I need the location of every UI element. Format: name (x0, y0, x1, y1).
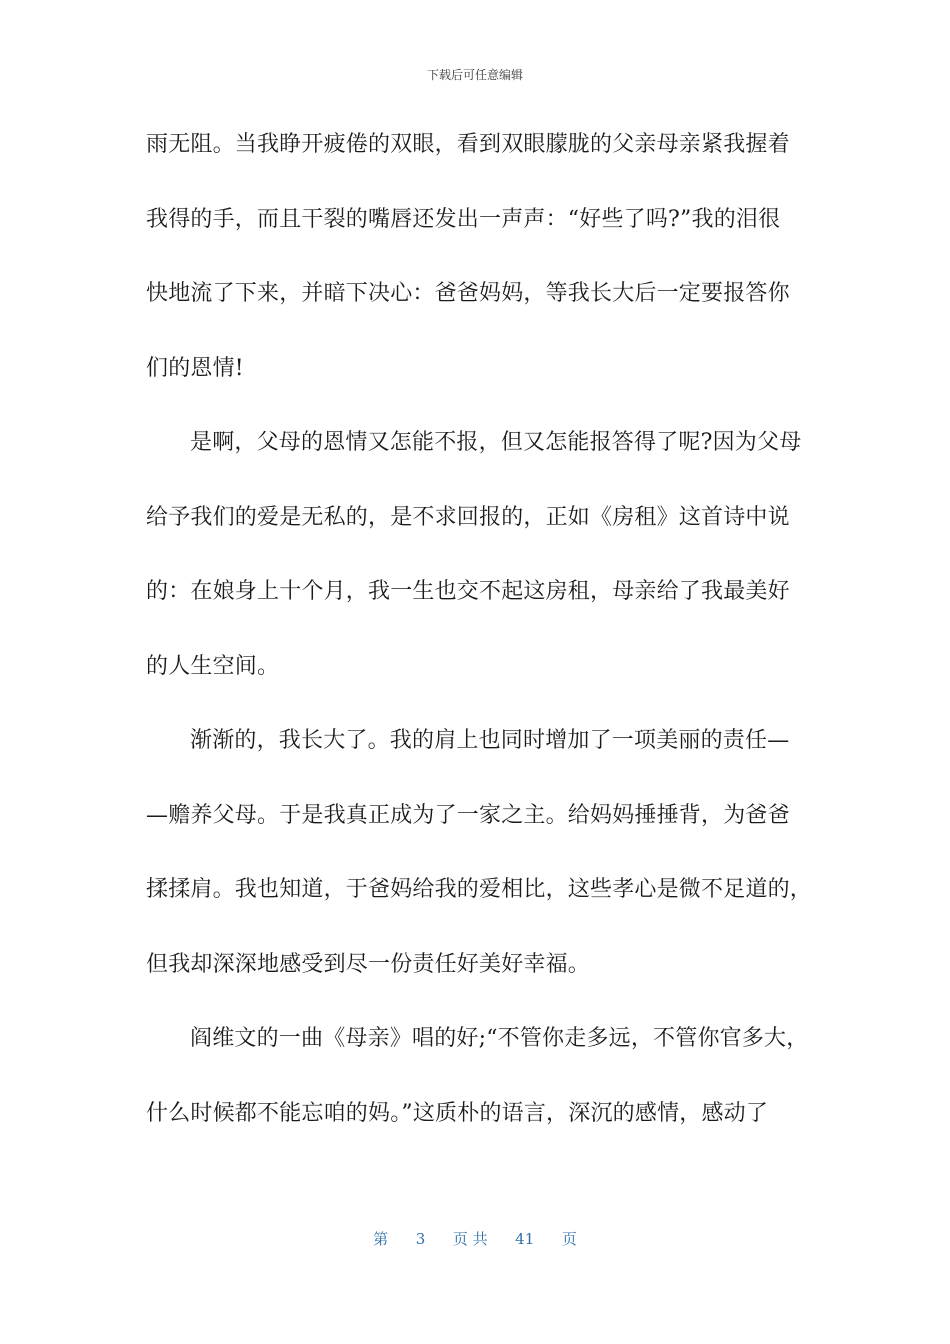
footer-middle: 页 共 (452, 1230, 488, 1248)
total-pages-number: 41 (515, 1230, 535, 1248)
page-header: 下载后可任意编辑 (426, 68, 523, 82)
footer-prefix: 第 (373, 1230, 389, 1248)
text-line: 我得的手，而且干裂的嘴唇还发出一声声：“好些了吗?”我的泪很 (146, 206, 781, 232)
text-line: —赡养父母。于是我真正成为了一家之主。给妈妈捶捶背，为爸爸 (146, 802, 790, 828)
text-line: 揉揉肩。我也知道，于爸妈给我的爱相比，这些孝心是微不足道的， (146, 877, 813, 902)
text-line: 什么时候都不能忘咱的妈。”这质朴的语言，深沉的感情，感动了 (146, 1100, 769, 1126)
text-line: 给予我们的爱是无私的，是不求回报的，正如《房租》这首诗中说 (146, 504, 790, 530)
text-line: 雨无阻。当我睁开疲倦的双眼，看到双眼朦胧的父亲母亲紧我握着 (146, 132, 790, 157)
text-line: 的人生空间。 (146, 653, 280, 679)
text-line: 们的恩情! (146, 355, 244, 381)
document-body (146, 128, 814, 1171)
text-line: 的：在娘身上十个月，我一生也交不起这房租，母亲给了我最美好 (146, 579, 790, 604)
page-footer (0, 1228, 950, 1249)
text-line: 快地流了下来，并暗下决心：爸爸妈妈，等我长大后一定要报答你 (146, 281, 790, 306)
text-line: 阎维文的一曲《母亲》唱的好;“不管你走多远，不管你官多大， (190, 1026, 809, 1051)
text-line: 但我却深深地感受到尽一份责任好美好幸福。 (146, 951, 591, 977)
text-line: 渐渐的，我长大了。我的肩上也同时增加了一项美丽的责任— (190, 728, 790, 753)
footer-suffix: 页 (561, 1230, 577, 1248)
current-page-number: 3 (415, 1230, 426, 1248)
text-line: 是啊，父母的恩情又怎能不报，但又怎能报答得了呢?因为父母 (190, 430, 802, 455)
